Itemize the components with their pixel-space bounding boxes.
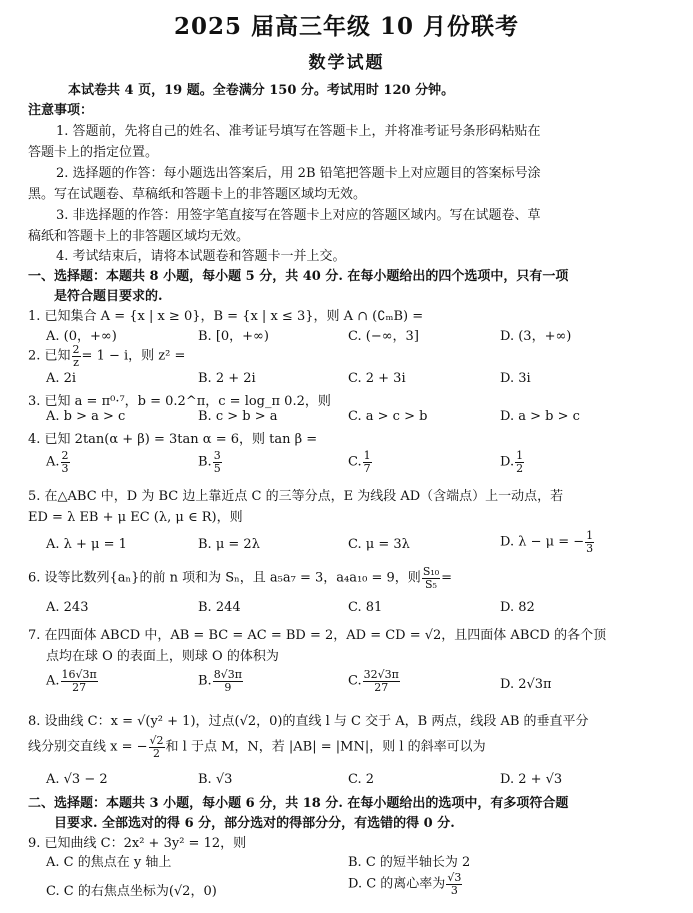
q2-option-c: C. 2 + 3i xyxy=(348,371,406,386)
q4-a-fraction xyxy=(61,450,70,474)
question-9-stem: 9. 已知曲线 C：2x² + 3y² = 12，则 xyxy=(28,836,247,851)
q4-b-num: 3 xyxy=(213,449,221,462)
q6-option-a: A. 243 xyxy=(46,600,89,615)
q7-option-a xyxy=(46,669,99,693)
q1-option-a: A. (0，+∞) xyxy=(46,329,117,344)
q2-stem-pre: 2. 已知 xyxy=(28,348,71,364)
q9-option-d xyxy=(348,872,463,896)
q5-d-label: D. λ − μ = − xyxy=(500,534,585,550)
section-1-heading: 一、选择题：本题共 8 小题，每小题 5 分，共 40 分. 在每小题给出的四个选项中，只有一项 xyxy=(28,269,569,284)
question-8-stem: 8. 设曲线 C：x = √(y² + 1)，过点(√2，0)的直线 l 与 C 交于 A，B 两点，线段 AB 的垂直平分 xyxy=(28,714,589,729)
q9-option-a: A. C 的焦点在 y 轴上 xyxy=(46,855,172,870)
q7-a-fraction xyxy=(61,669,98,693)
q6-fraction xyxy=(422,566,440,590)
q4-option-d xyxy=(500,450,525,474)
q4-c-num: 1 xyxy=(363,449,371,462)
q8-stem-post: 和 l 于点 M，N，若 |AB| = |MN|，则 l 的斜率可以为 xyxy=(165,739,486,755)
q9-option-c: C. C 的右焦点坐标为(√2，0) xyxy=(46,884,217,899)
notice-item-2-cont: 黑。写在试题卷、草稿纸和答题卡上的非答题区域均无效。 xyxy=(28,187,367,202)
q3-option-a: A. b > a > c xyxy=(46,409,126,424)
page-title: 2025 届高三年级 10 月份联考 xyxy=(173,13,520,40)
q4-c-fraction xyxy=(363,450,372,474)
q9-d-fraction xyxy=(446,872,462,896)
q4-b-label: B. xyxy=(198,454,212,470)
q5-option-b: B. μ = 2λ xyxy=(198,537,260,552)
q7-option-d: D. 2√3π xyxy=(500,677,552,692)
question-3-stem: 3. 已知 a = π⁰·⁷，b = 0.2^π，c = log_π 0.2，则 xyxy=(28,394,331,409)
q1-option-b: B. [0，+∞) xyxy=(198,329,269,344)
q6-fraction-den: S₅ xyxy=(425,577,437,591)
notice-item-3: 3. 非选择题的作答：用签字笔直接写在答题卡上对应的答题区域内。写在试题卷、草 xyxy=(56,208,541,223)
question-2-stem xyxy=(28,344,185,368)
section-2-heading: 二、选择题：本题共 3 小题，每小题 6 分，共 18 分. 在每小题给出的选项中，有多项符合题 xyxy=(28,796,569,811)
q7-b-fraction xyxy=(213,669,243,693)
question-7-stem: 7. 在四面体 ABCD 中，AB = BC = AC = BD = 2，AD = CD = √2，且四面体 ABCD 的各个顶 xyxy=(28,628,607,643)
q3-option-c: C. a > c > b xyxy=(348,409,428,424)
q7-b-label: B. xyxy=(198,673,212,689)
q7-b-den: 9 xyxy=(224,680,232,694)
q5-option-c: C. μ = 3λ xyxy=(348,537,410,552)
q7-option-c xyxy=(348,669,401,693)
q8-option-c: C. 2 xyxy=(348,772,375,787)
q6-option-d: D. 82 xyxy=(500,600,535,615)
q8-fraction xyxy=(149,735,165,759)
notice-item-1: 1. 答题前，先将自己的姓名、准考证号填写在答题卡上，并将准考证号条形码粘贴在 xyxy=(56,124,541,139)
section-2-heading-cont: 目要求. 全部选对的得 6 分，部分选对的得部分分，有选错的得 0 分. xyxy=(54,816,455,831)
q7-c-den: 27 xyxy=(374,680,389,694)
q4-option-c xyxy=(348,450,373,474)
q7-option-b xyxy=(198,669,244,693)
q4-b-den: 5 xyxy=(213,461,221,475)
notice-heading: 注意事项： xyxy=(28,103,94,118)
notice-item-2: 2. 选择题的作答：每小题选出答案后，用 2B 铅笔把答题卡上对应题目的答案标号涂 xyxy=(56,166,541,181)
q4-b-fraction xyxy=(213,450,222,474)
q1-option-d: D. (3，+∞) xyxy=(500,329,572,344)
q4-option-a xyxy=(46,450,71,474)
q4-d-den: 2 xyxy=(516,461,524,475)
q4-c-label: C. xyxy=(348,454,362,470)
q1-option-c: C. (−∞，3] xyxy=(348,329,419,344)
q8-fraction-num: √2 xyxy=(149,734,164,747)
q8-option-a: A. √3 − 2 xyxy=(46,772,108,787)
q5-option-d xyxy=(500,530,595,554)
notice-item-4: 4. 考试结束后，请将本试题卷和答题卡一并上交。 xyxy=(56,249,346,264)
notice-item-3-cont: 稿纸和答题卡上的非答题区域均无效。 xyxy=(28,229,250,244)
q4-a-num: 2 xyxy=(61,449,69,462)
question-5-stem-cont: ED = λ EB + μ EC (λ, μ ∈ R)，则 xyxy=(28,510,243,525)
q7-c-label: C. xyxy=(348,673,362,689)
q3-option-b: B. c > b > a xyxy=(198,409,278,424)
q7-a-num: 16√3π xyxy=(61,668,97,681)
q7-c-fraction xyxy=(363,669,400,693)
q7-a-den: 27 xyxy=(72,680,87,694)
q7-a-label: A. xyxy=(46,673,60,689)
q8-option-d: D. 2 + √3 xyxy=(500,772,563,787)
q2-option-b: B. 2 + 2i xyxy=(198,371,256,386)
q7-b-num: 8√3π xyxy=(213,668,242,681)
q9-d-num: √3 xyxy=(447,871,462,884)
q8-stem-pre: 线分别交直线 x = − xyxy=(28,739,148,755)
q4-d-label: D. xyxy=(500,454,515,470)
section-1-heading-cont: 是符合题目要求的. xyxy=(54,289,163,304)
q4-d-num: 1 xyxy=(516,449,524,462)
q6-fraction-num: S₁₀ xyxy=(422,565,440,578)
page-subtitle: 数学试题 xyxy=(308,53,385,73)
question-6-stem xyxy=(28,566,452,590)
q7-c-num: 32√3π xyxy=(363,668,399,681)
q8-fraction-den: 2 xyxy=(153,746,161,760)
q5-d-den: 3 xyxy=(586,541,594,555)
q3-option-d: D. a > b > c xyxy=(500,409,580,424)
q2-fraction-den: z xyxy=(73,355,79,369)
q9-d-den: 3 xyxy=(450,883,458,897)
q4-c-den: 7 xyxy=(363,461,371,475)
question-7-stem-cont: 点均在球 O 的表面上，则球 O 的体积为 xyxy=(46,649,279,664)
q6-option-b: B. 244 xyxy=(198,600,241,615)
q9-option-b: B. C 的短半轴长为 2 xyxy=(348,855,471,870)
q6-stem-pre: 6. 设等比数列{aₙ}的前 n 项和为 Sₙ，且 a₅a₇ = 3，a₄a₁₀ = 9，则 xyxy=(28,570,421,586)
question-5-stem: 5. 在△ABC 中，D 为 BC 边上靠近点 C 的三等分点，E 为线段 AD（含端点）上一动点，若 xyxy=(28,489,564,504)
question-4-stem: 4. 已知 2tan(α + β) = 3tan α = 6，则 tan β = xyxy=(28,432,318,447)
q6-option-c: C. 81 xyxy=(348,600,383,615)
q2-fraction-num: 2 xyxy=(72,343,80,356)
q4-d-fraction xyxy=(515,450,524,474)
q9-d-label: D. C 的离心率为 xyxy=(348,876,446,892)
q5-d-num: 1 xyxy=(586,529,594,542)
q4-option-b xyxy=(198,450,223,474)
q8-option-b: B. √3 xyxy=(198,772,233,787)
question-8-stem-cont xyxy=(28,735,486,759)
q5-option-a: A. λ + μ = 1 xyxy=(46,537,127,552)
q2-stem-post: = 1 − i，则 z² = xyxy=(81,348,186,364)
exam-info: 本试卷共 4 页，19 题。全卷满分 150 分。考试用时 120 分钟。 xyxy=(68,83,455,98)
q2-fraction xyxy=(72,344,81,368)
notice-item-1-cont: 答题卡上的指定位置。 xyxy=(28,145,159,160)
q5-d-fraction xyxy=(585,530,594,554)
q4-a-label: A. xyxy=(46,454,60,470)
question-1-stem: 1. 已知集合 A = {x | x ≥ 0}，B = {x | x ≤ 3}，则 A ∩ (∁ₘB) = xyxy=(28,309,424,324)
q6-stem-post: = xyxy=(441,570,453,586)
q2-option-d: D. 3i xyxy=(500,371,531,386)
q2-option-a: A. 2i xyxy=(46,371,77,386)
q4-a-den: 3 xyxy=(61,461,69,475)
